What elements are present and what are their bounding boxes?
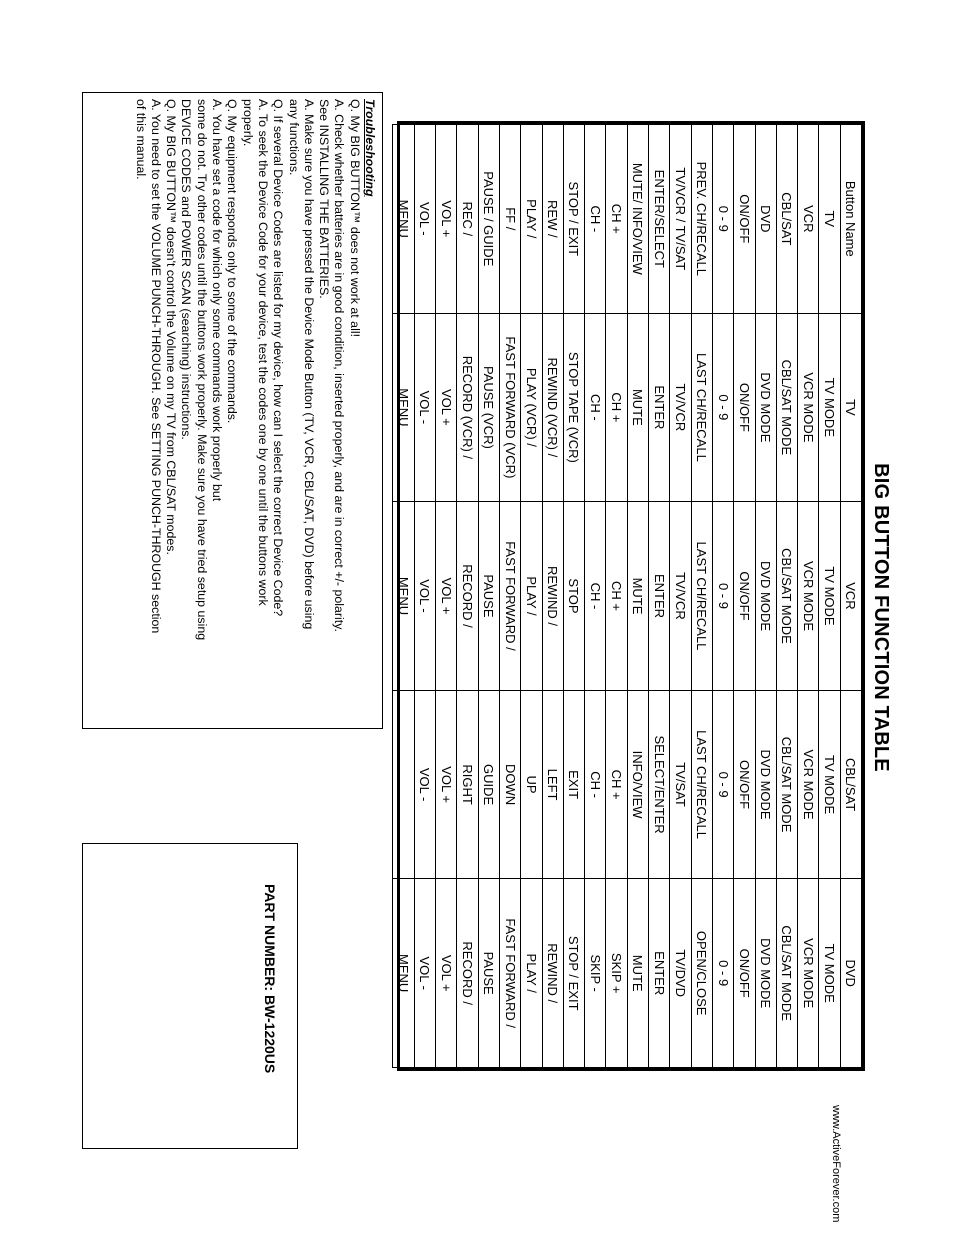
function-cell: MUTE <box>627 502 648 691</box>
function-cell: VOL + <box>436 502 457 691</box>
troubleshooting-line: A. You have set a code for which only some commands work properly but <box>210 99 225 502</box>
function-cell: VOL + <box>436 879 457 1068</box>
function-cell: CH - <box>585 502 606 691</box>
button-name-cell: DVD <box>755 125 776 314</box>
function-cell: LAST CH/RECALL <box>691 690 712 879</box>
troubleshooting-line: properly. <box>240 99 255 147</box>
table-row <box>627 125 648 1068</box>
function-cell: PLAY / <box>521 502 542 691</box>
function-cell: RIGHT <box>457 690 478 879</box>
button-name-cell: VOL + <box>436 125 457 314</box>
function-cell: TV/VCR <box>670 313 691 502</box>
table-row <box>478 125 499 1068</box>
function-cell: VCR MODE <box>798 690 819 879</box>
function-cell: VCR MODE <box>798 879 819 1068</box>
table-row <box>393 125 414 1068</box>
function-cell: PLAY / <box>521 879 542 1068</box>
button-name-cell: CH + <box>606 125 627 314</box>
button-name-cell: TV/VCR / TV/SAT <box>670 125 691 314</box>
troubleshooting-box <box>82 92 383 729</box>
table-row <box>542 125 563 1068</box>
part-number: PART NUMBER: BW-1220US <box>262 884 278 1074</box>
troubleshooting-line: A. You need to set the VOLUME PUNCH-THROUGH. See SETTING PUNCH-THROUGH section <box>148 99 163 634</box>
table-row <box>521 125 542 1068</box>
function-cell: CBL/SAT MODE <box>776 313 797 502</box>
table-header-row <box>840 125 861 1068</box>
function-cell: FAST FORWARD / <box>499 502 520 691</box>
function-cell: VOL - <box>414 502 435 691</box>
function-cell: 0 - 9 <box>712 313 733 502</box>
function-cell: TV/DVD <box>670 879 691 1068</box>
troubleshooting-line: DEVICE CODES and POWER SCAN (searching) instructions. <box>179 99 194 440</box>
button-name-cell: PAUSE / GUIDE <box>478 125 499 314</box>
function-cell: VOL - <box>414 690 435 879</box>
function-cell: VOL - <box>414 313 435 502</box>
button-name-cell: MUTE/ INFO/VIEW <box>627 125 648 314</box>
function-cell: RECORD / <box>457 879 478 1068</box>
button-name-cell: VOL - <box>414 125 435 314</box>
button-name-cell: VCR <box>798 125 819 314</box>
function-cell: MUTE <box>627 879 648 1068</box>
function-cell: INFO/VIEW <box>627 690 648 879</box>
button-name-cell: CBL/SAT <box>776 125 797 314</box>
function-cell: STOP TAPE (VCR) <box>563 313 584 502</box>
button-name-cell: STOP / EXIT <box>563 125 584 314</box>
function-cell: LAST CH/RECALL <box>691 502 712 691</box>
button-name-cell: ENTER/SELECT <box>649 125 670 314</box>
troubleshooting-line: any functions. <box>286 99 301 176</box>
troubleshooting-line: Q. If several Device Codes are listed for my device, how can I select the correct Device Code? <box>271 99 286 617</box>
function-table-grid <box>392 124 862 1068</box>
function-cell: 0 - 9 <box>712 690 733 879</box>
function-cell: SKIP + <box>606 879 627 1068</box>
column-header: Button Name <box>840 125 861 314</box>
function-cell: VOL - <box>414 879 435 1068</box>
function-cell: FAST FORWARD / <box>499 879 520 1068</box>
table-row <box>457 125 478 1068</box>
button-name-cell: CH - <box>585 125 606 314</box>
column-header: VCR <box>840 502 861 691</box>
column-header: DVD <box>840 879 861 1068</box>
button-name-cell: PLAY / <box>521 125 542 314</box>
function-cell: 0 - 9 <box>712 502 733 691</box>
table-row <box>499 125 520 1068</box>
troubleshooting-line: Q. My equipment responds only to some of the commands. <box>225 99 240 424</box>
function-cell: TV/VCR <box>670 502 691 691</box>
function-cell: CBL/SAT MODE <box>776 502 797 691</box>
function-cell: MENU <box>393 313 414 502</box>
troubleshooting-line: Q. My BIG BUTTON™ doesn't control the Volume on my TV from CBL/SAT modes. <box>164 99 179 555</box>
function-cell: DVD MODE <box>755 502 776 691</box>
function-cell: VOL + <box>436 313 457 502</box>
table-row <box>606 125 627 1068</box>
function-cell: DVD MODE <box>755 690 776 879</box>
troubleshooting-line: Q. My BIG BUTTON™ does not work at all! <box>347 99 362 338</box>
table-row <box>414 125 435 1068</box>
troubleshooting-line: A. Check whether batteries are in good condition, inserted properly, and are in correct +/- polarity. <box>332 99 347 632</box>
table-row <box>436 125 457 1068</box>
table-row <box>563 125 584 1068</box>
button-name-cell: 0 - 9 <box>712 125 733 314</box>
table-row <box>776 125 797 1068</box>
function-cell: REWIND / <box>542 879 563 1068</box>
function-cell: OPEN/CLOSE <box>691 879 712 1068</box>
function-cell: MUTE <box>627 313 648 502</box>
function-table <box>397 121 865 1071</box>
function-cell: TV MODE <box>819 690 840 879</box>
function-cell: VCR MODE <box>798 502 819 691</box>
function-cell: 0 - 9 <box>712 879 733 1068</box>
function-cell: UP <box>521 690 542 879</box>
function-cell: TV MODE <box>819 502 840 691</box>
function-cell: ENTER <box>649 502 670 691</box>
troubleshooting-line: A. To seek the Device Code for your device, test the codes one by one until the buttons work <box>255 99 270 606</box>
function-cell: ON/OFF <box>734 879 755 1068</box>
function-cell: ENTER <box>649 879 670 1068</box>
table-row <box>691 125 712 1068</box>
table-row <box>798 125 819 1068</box>
table-row <box>670 125 691 1068</box>
function-cell: PLAY (VCR) / <box>521 313 542 502</box>
button-name-cell: MENU <box>393 125 414 314</box>
troubleshooting-line: of this manual. <box>133 99 148 180</box>
function-cell <box>393 690 414 879</box>
button-name-cell: FF / <box>499 125 520 314</box>
column-header: TV <box>840 313 861 502</box>
table-row <box>649 125 670 1068</box>
button-name-cell: REW / <box>542 125 563 314</box>
troubleshooting-line: some do not. Try other codes until the buttons work properly. Make sure you have tried setup using <box>194 99 209 641</box>
function-cell: LAST CH/RECALL <box>691 313 712 502</box>
function-cell: SELECT/ENTER <box>649 690 670 879</box>
function-cell: CH - <box>585 313 606 502</box>
function-cell: TV/SAT <box>670 690 691 879</box>
function-cell: MENU <box>393 502 414 691</box>
function-cell: ENTER <box>649 313 670 502</box>
function-cell: ON/OFF <box>734 690 755 879</box>
function-cell: CH + <box>606 313 627 502</box>
table-row <box>755 125 776 1068</box>
function-cell: REWIND / <box>542 502 563 691</box>
button-name-cell: PREV. CH/RECALL <box>691 125 712 314</box>
function-cell: PAUSE <box>478 879 499 1068</box>
table-row <box>585 125 606 1068</box>
function-cell: DOWN <box>499 690 520 879</box>
button-name-cell: ON/OFF <box>734 125 755 314</box>
function-cell: DVD MODE <box>755 313 776 502</box>
function-cell: CH - <box>585 690 606 879</box>
part-number-box <box>82 843 298 1149</box>
table-row <box>734 125 755 1068</box>
function-cell: CH + <box>606 690 627 879</box>
function-cell: LEFT <box>542 690 563 879</box>
function-cell: TV MODE <box>819 879 840 1068</box>
function-cell: EXIT <box>563 690 584 879</box>
function-cell: CBL/SAT MODE <box>776 879 797 1068</box>
function-cell: MENU <box>393 879 414 1068</box>
troubleshooting-heading: Troubleshooting <box>363 99 377 197</box>
table-row <box>712 125 733 1068</box>
troubleshooting-line: A. Make sure you have pressed the Device Mode Button (TV, VCR, CBL/SAT, DVD) before using <box>301 99 316 630</box>
function-cell: RECORD / <box>457 502 478 691</box>
function-cell: RECORD (VCR) / <box>457 313 478 502</box>
function-cell: CBL/SAT MODE <box>776 690 797 879</box>
table-row <box>819 125 840 1068</box>
function-cell: REWIND (VCR) / <box>542 313 563 502</box>
function-cell: ON/OFF <box>734 502 755 691</box>
function-cell: STOP <box>563 502 584 691</box>
function-cell: CH + <box>606 502 627 691</box>
function-cell: SKIP - <box>585 879 606 1068</box>
page-title: BIG BUTTON FUNCTION TABLE <box>870 463 892 772</box>
function-cell: STOP / EXIT <box>563 879 584 1068</box>
function-cell: DVD MODE <box>755 879 776 1068</box>
function-cell: PAUSE (VCR) <box>478 313 499 502</box>
function-cell: VCR MODE <box>798 313 819 502</box>
button-name-cell: REC / <box>457 125 478 314</box>
website-footer: www.ActiveForever.com <box>830 1105 842 1223</box>
function-cell: PAUSE <box>478 502 499 691</box>
function-cell: GUIDE <box>478 690 499 879</box>
function-cell: ON/OFF <box>734 313 755 502</box>
function-cell: FAST FORWARD (VCR) <box>499 313 520 502</box>
function-cell: TV MODE <box>819 313 840 502</box>
troubleshooting-line: See INSTALLING THE BATTERIES. <box>317 99 332 299</box>
button-name-cell: TV <box>819 125 840 314</box>
function-cell: VOL + <box>436 690 457 879</box>
column-header: CBL/SAT <box>840 690 861 879</box>
